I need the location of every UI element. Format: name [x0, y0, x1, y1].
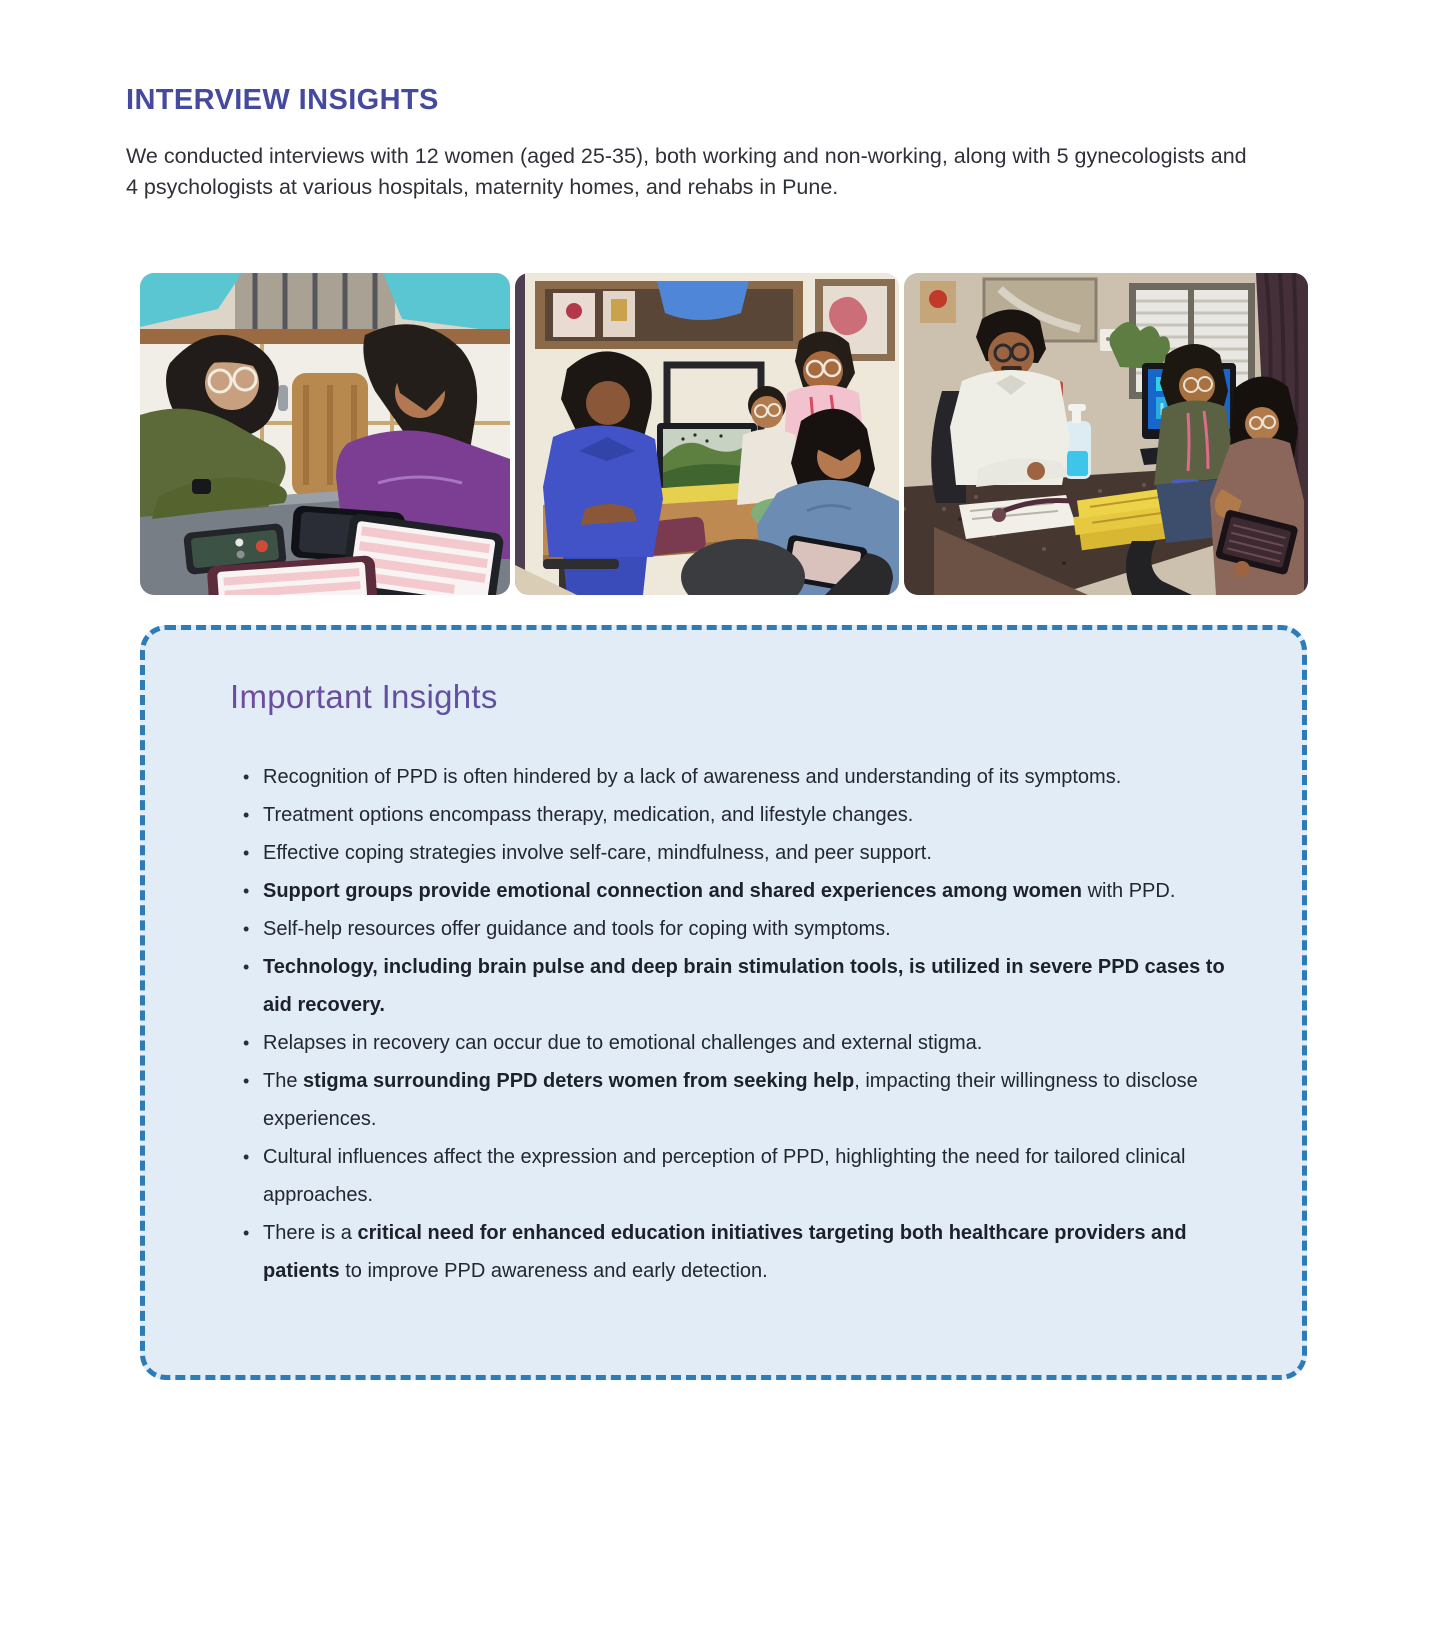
insight-item: • The stigma surrounding PPD deters women from seeking help, impacting their willingness to disclose experiences.: [242, 1062, 1232, 1138]
photo-strip: [140, 273, 1308, 595]
insight-item: • Relapses in recovery can occur due to emotional challenges and external stigma.: [242, 1024, 1232, 1062]
insights-heading: Important Insights: [230, 678, 1232, 716]
photo-3-illustration: [904, 273, 1308, 595]
photo-gynecologist-interview-team: [515, 273, 899, 595]
insight-item: • Recognition of PPD is often hindered by a lack of awareness and understanding of its symptoms.: [242, 758, 1232, 796]
intro-paragraph: We conducted interviews with 12 women (aged 25-35), both working and non-working, along with 5 gynecologists and 4 psychologists at various hospitals, maternity homes, and rehabs in Pune.: [126, 144, 1247, 199]
insight-item: • Self-help resources offer guidance and tools for coping with symptoms.: [242, 910, 1232, 948]
insights-box: [140, 625, 1307, 1380]
page: [0, 84, 1440, 1632]
page-title: INTERVIEW INSIGHTS: [126, 84, 439, 116]
insight-item: • Support groups provide emotional connection and shared experiences among women with PPD.: [242, 872, 1232, 910]
insight-item: • Effective coping strategies involve self-care, mindfulness, and peer support.: [242, 834, 1232, 872]
insight-item: • Technology, including brain pulse and deep brain stimulation tools, is utilized in severe PPD cases to aid recovery.: [242, 948, 1232, 1024]
insight-item: • Treatment options encompass therapy, medication, and lifestyle changes.: [242, 796, 1232, 834]
photo-participants-reviewing-tablets: [140, 273, 510, 595]
photo-doctor-office-interview: [904, 273, 1308, 595]
insights-list: [242, 758, 1232, 1290]
insight-item: • There is a critical need for enhanced education initiatives targeting both healthcare providers and patients to improve PPD awareness and early detection.: [242, 1214, 1232, 1290]
photo-1-illustration: [140, 273, 510, 595]
photo-2-illustration: [515, 273, 899, 595]
insight-item: • Cultural influences affect the expression and perception of PPD, highlighting the need for tailored clinical approaches.: [242, 1138, 1232, 1214]
